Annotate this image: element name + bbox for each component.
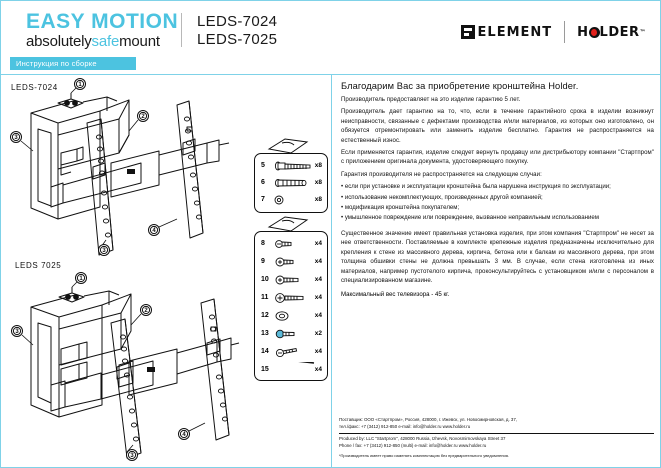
part-number: 14 [261,348,269,355]
part-row [255,362,327,378]
long-bolt-icon [274,158,316,174]
part-quantity: x4 [314,366,322,373]
part-row [255,290,327,306]
part-row [255,158,327,174]
part-number: 15 [261,366,269,373]
part-row [255,192,327,208]
mount-diagram-7025 [1,257,251,467]
model-number-1: LEDS-7024 [197,13,278,30]
holder-logo-text-b: LDER [599,24,640,40]
warranty-text-panel [333,75,660,467]
part-number: 11 [261,294,269,301]
medium-screw-icon [274,272,316,288]
part-quantity: x4 [314,294,322,301]
warranty-paragraph-2: Производитель дает гарантию на то, что, если в течение гарантийного срока в изделии возникнут неисправности, связанные с дефектами производства и/или материалов, из которых оно изготовлено, он обязуется отремонтировать или заменить изделие бесплатно. Гарантия не распространяется на естественный износ. [341,108,654,144]
callout-3: 3 [130,453,134,460]
holder-logo [577,25,646,40]
warranty-title: Благодарим Вас за приобретение кронштейна Holder. [341,81,579,91]
tapping-screw-icon [274,344,316,360]
supplier-address-en: Produced by: LLC "Startprom", 428000 Russia, Izhevsk, Novosmirnovskaya Street 37 [339,436,506,442]
callout-1: 1 [78,82,82,89]
supplier-address-ru: Поставщик: ООО «Стартпром», Россия, 428000, г. Ижевск, ул. Новосмирновская, д. 37, [339,417,518,423]
logo-divider [564,21,565,43]
element-logo-text: ELEMENT [477,24,553,40]
callout-3: 3 [102,248,106,255]
part-quantity: x4 [314,276,322,283]
phillips-screw-icon [274,254,316,270]
short-screw-icon [274,236,316,252]
callout-1: 1 [79,276,83,283]
parts-box-top [254,153,328,213]
model-numbers [197,13,277,49]
part-number: 10 [261,276,269,283]
diagrams-panel [1,75,331,467]
diagram-2-label: LEDS 7025 [15,261,62,270]
installation-paragraph: Существенное значение имеет правильная установка изделия, при этом компания "Стартпром" не несет за нее ответственности. Поставляемые в комплекте крепежные изделия предназначены исключительно для крепления к стене из массивного дерева, кирпича, бетона или к балкам из массивного дерева, при этом толщина обшивки стены не должна превышать 3 мм. В случае, если стена изготовлена из иных материалов, например пустотелого кирпича, проконсультируйтесь с установщиком и/или с персоналом в специализированном магазине. [341,229,654,284]
brand-name: EASY MOTION [26,10,179,33]
brand-logo [26,11,178,50]
callout-3a: 3 [14,135,18,142]
part-row [255,344,327,360]
element-mark-icon [461,25,475,39]
tagline-part-1: absolutely [26,33,92,50]
part-row [255,254,327,270]
part-row [255,236,327,252]
trademark-symbol: ™ [639,28,646,36]
page-header [1,1,660,55]
warranty-exclusion-1: • если при установке и эксплуатации кронштейна была нарушена инструкция по эксплуатации; [341,183,611,191]
part-number: 8 [261,240,265,247]
part-number: 6 [261,179,265,186]
footer-rule [339,433,654,434]
part-quantity: x4 [314,258,322,265]
holder-logo-text-a: H [577,24,589,40]
partner-logos [461,21,646,43]
column-divider [331,74,332,467]
element-logo [461,25,553,40]
washer-icon [274,192,316,208]
part-number: 9 [261,258,265,265]
part-quantity: x4 [314,348,322,355]
holder-dot-icon [589,27,600,38]
warranty-paragraph-1: Производитель предоставляет на это изделие гарантию 5 лет. [341,96,521,103]
warranty-exclusion-4: • умышленное повреждение или повреждение, вызванное неправильным использованием [341,214,599,222]
part-quantity: x4 [314,312,322,319]
warranty-exclusion-3: • модификация кронштейна покупателем; [341,204,460,212]
part-quantity: x2 [314,330,322,337]
part-number: 13 [261,330,269,337]
warranty-exclusion-2: • использование некомплектующих, произведенных другой компанией; [341,193,543,201]
supplier-contacts-ru: тел./факс: +7 (3412) 912-850 e-mail: info@holder.ru www.holder.ru [339,423,471,429]
spacer-ring-icon [274,308,316,324]
tagline-part-2: safe [91,33,120,50]
part-number: 7 [261,196,265,203]
part-quantity: x8 [314,196,322,203]
mount-diagram-7024 [1,75,251,260]
parts-box-bottom [254,231,328,381]
footer-disclaimer: *Производитель имеет право изменять комплектацию без предварительного уведомления. [339,453,509,458]
header-divider [181,13,182,47]
assembly-instruction-banner: Инструкция по сборке [10,57,136,70]
page-footer [339,417,654,463]
wall-anchor-icon [274,175,316,191]
callout-3a: 3 [15,329,19,336]
hex-bolt-icon [274,326,316,342]
callout-2: 2 [141,114,145,121]
part-number: 5 [261,162,265,169]
callout-4: 4 [182,432,186,439]
warranty-paragraph-3: Если применяется гарантия, изделие следует вернуть продавцу или дистрибьютору компании "Стартпром" с приложением оригинала документа, удостоверяющего покупку. [341,149,654,166]
part-quantity: x8 [314,179,322,186]
part-row [255,326,327,342]
part-row [255,272,327,288]
part-number: 12 [261,312,269,319]
max-tv-weight: Максимальный вес телевизора - 45 кг. [341,291,450,299]
long-screw-icon [274,290,316,306]
warranty-paragraph-4: Гарантия производителя не распространяется на следующие случаи: [341,170,542,178]
part-row [255,308,327,324]
diagram-1-label: LEDS-7024 [11,83,58,92]
brand-tagline [26,33,178,50]
callout-2: 2 [144,308,148,315]
part-quantity: x8 [314,162,322,169]
supplier-contacts-en: Phone / fax: +7 (3412) 912-850 (multi) e-mail: info@holder.ru www.holder.ru [339,442,487,448]
model-number-2: LEDS-7025 [197,31,278,48]
callout-4: 4 [152,228,156,235]
tagline-part-3: mount [119,33,160,50]
part-row [255,175,327,191]
part-quantity: x4 [314,240,322,247]
